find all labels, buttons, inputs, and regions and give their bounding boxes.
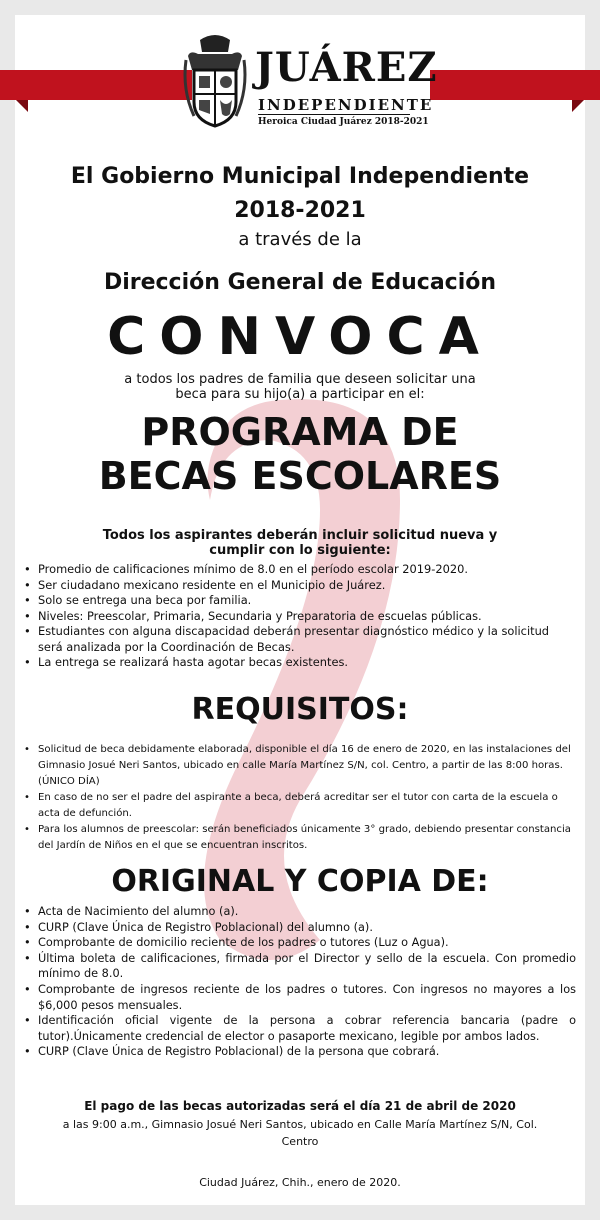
list-item: • Niveles: Preescolar, Primaria, Secundaria y Preparatoria de escuelas públicas. xyxy=(24,609,576,625)
list-item: • Comprobante de ingresos reciente de los padres o tutores. Con ingresos no mayores a los $6,000 pesos mensuales. xyxy=(24,982,576,1013)
list-item: • Solicitud de beca debidamente elaborada, disponible el día 16 de enero de 2020, en las instalaciones del Gimnasio Josué Neri Santos, ubicado en calle María Martínez S/N, col. Centro, a partir de las 8:00 horas. (ÚNICO DÍA) xyxy=(24,742,576,790)
program-title-line2: BECAS ESCOLARES xyxy=(98,454,502,498)
requisitos-heading: REQUISITOS: xyxy=(191,692,409,727)
list-item: • Solo se entrega una beca por familia. xyxy=(24,593,576,609)
list-item: • CURP (Clave Única de Registro Poblacional) de la persona que cobrará. xyxy=(24,1044,576,1060)
logo-title: JUÁREZ xyxy=(255,44,438,91)
original-copia-list xyxy=(24,904,576,1060)
program-title-line1: PROGRAMA DE xyxy=(141,410,459,454)
list-item: • Comprobante de domicilio reciente de los padres o tutores (Luz o Agua). xyxy=(24,935,576,951)
requisitos-list xyxy=(24,742,576,854)
program-title xyxy=(0,410,600,498)
original-copia-heading: ORIGINAL Y COPIA DE: xyxy=(111,864,489,899)
list-item: • Estudiantes con alguna discapacidad deberán presentar diagnóstico médico y la solicitud será analizada por la Coordinación de Becas. xyxy=(24,624,576,655)
intro-text: a todos los padres de familia que deseen solicitar una beca para su hijo(a) a participar en el: xyxy=(124,372,476,402)
list-item: • Identificación oficial vigente de la persona a cobrar referencia bancaria (padre o tutor).Únicamente credencial de elector o pasaporte mexicano, legible por ambos lados. xyxy=(24,1013,576,1044)
coat-of-arms-icon xyxy=(180,30,250,130)
list-item: • Promedio de calificaciones mínimo de 8.0 en el período escolar 2019-2020. xyxy=(24,562,576,578)
direction-name: Dirección General de Educación xyxy=(103,270,497,295)
government-name: El Gobierno Municipal Independiente xyxy=(70,164,530,189)
logo-subtitle: INDEPENDIENTE xyxy=(258,96,434,114)
ribbon-left xyxy=(0,70,192,100)
logo-divider xyxy=(258,114,410,115)
list-item: • Última boleta de calificaciones, firmada por el Director y sello de la escuela. Con promedio mínimo de 8.0. xyxy=(24,951,576,982)
list-item: • CURP (Clave Única de Registro Poblacional) del alumno (a). xyxy=(24,920,576,936)
list-item: • En caso de no ser el padre del aspirante a beca, deberá acreditar ser el tutor con carta de la escuela o acta de defunción. xyxy=(24,790,576,822)
list-item: • Ser ciudadano mexicano residente en el Municipio de Juárez. xyxy=(24,578,576,594)
requirements-intro-title: Todos los aspirantes deberán incluir solicitud nueva y cumplir con lo siguiente: xyxy=(102,528,498,558)
payment-details: a las 9:00 a.m., Gimnasio Josué Neri Santos, ubicado en Calle María Martínez S/N, Col. Centro xyxy=(62,1118,538,1148)
connector-text: a través de la xyxy=(238,229,362,250)
list-item: • Para los alumnos de preescolar: serán beneficiados únicamente 3° grado, debiendo presentar constancia del Jardín de Niños en el que se encuentran inscritos. xyxy=(24,822,576,854)
government-period: 2018-2021 xyxy=(234,198,366,223)
logo-tagline: Heroica Ciudad Juárez 2018-2021 xyxy=(258,117,429,127)
ribbon-right xyxy=(430,70,600,100)
list-item: • La entrega se realizará hasta agotar becas existentes. xyxy=(24,655,576,671)
place-date: Ciudad Juárez, Chih., enero de 2020. xyxy=(199,1176,401,1189)
list-item: • Acta de Nacimiento del alumno (a). xyxy=(24,904,576,920)
convoca-heading: CONVOCA xyxy=(107,307,493,367)
requirements-intro-list xyxy=(24,562,576,671)
payment-title: El pago de las becas autorizadas será el día 21 de abril de 2020 xyxy=(84,1099,516,1113)
